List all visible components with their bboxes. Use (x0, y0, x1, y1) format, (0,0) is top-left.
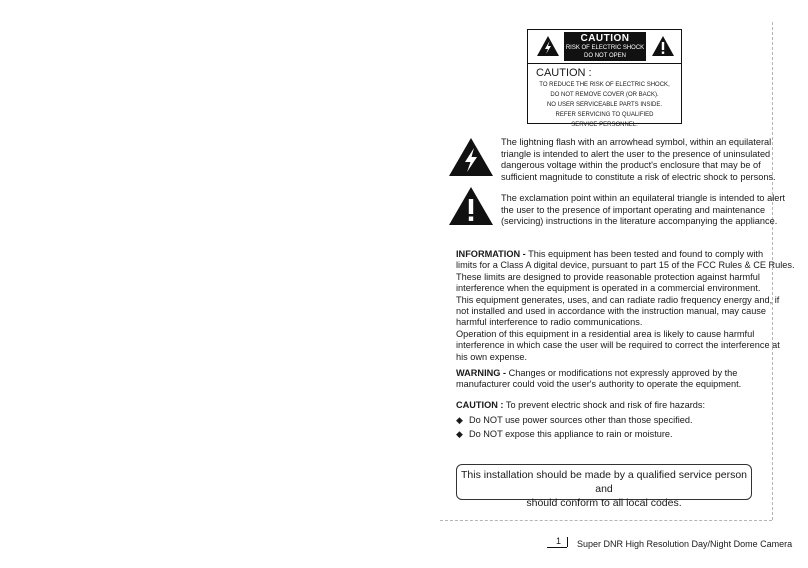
text-line: Changes or modifications not expressly approved by the (506, 368, 738, 378)
bottom-dashed-guide (440, 520, 772, 521)
information-label: INFORMATION - (456, 249, 526, 259)
caution-label-banner (564, 32, 646, 61)
text-line: triangle is intended to alert the user to the presence of uninsulated (501, 148, 771, 159)
list-item-text: Do NOT use power sources other than those specified. (469, 415, 693, 425)
list-item (456, 413, 693, 427)
text-line: interference when the equipment is operated in a commercial environment. (456, 283, 761, 294)
text-line (456, 400, 705, 411)
text-line: harmful interference to radio communications. (456, 317, 643, 328)
warning-label: WARNING - (456, 368, 507, 378)
text-line: To prevent electric shock and risk of fire hazards: (503, 400, 706, 410)
text-line (456, 368, 741, 379)
diamond-bullet-icon: ◆ (456, 429, 464, 439)
lightning-symbol-description (501, 137, 776, 183)
footer-title: Super DNR High Resolution Day/Night Dome Camera (577, 539, 793, 549)
caution-label-text (528, 80, 681, 130)
exclamation-triangle-icon (448, 186, 494, 226)
page-number: 1 (556, 536, 562, 546)
caution-bullet-list (456, 413, 693, 441)
text-line: not installed and used in accordance with the instruction manual, may cause (456, 306, 767, 317)
text-line: These limits are designed to provide reasonable protection against harmful (456, 271, 760, 282)
diamond-bullet-icon: ◆ (456, 415, 464, 425)
installation-note-box (456, 464, 752, 509)
caution-label-line: DO NOT REMOVE COVER (OR BACK). (550, 92, 659, 98)
caution-label-line: TO REDUCE THE RISK OF ELECTRIC SHOCK, (539, 82, 670, 88)
text-line: Operation of this equipment in a residential area is likely to cause harmful (456, 328, 755, 339)
text-line: The exclamation point within an equilateral triangle is intended to alert (501, 193, 785, 203)
caution-paragraph (456, 400, 705, 411)
text-line: the user to the presence of important operating and maintenance (501, 204, 766, 215)
caution-label-line: REFER SERVICING TO QUALIFIED (555, 112, 654, 118)
text-line: manufacturer could void the user's authority to operate the equipment. (456, 379, 742, 390)
text-line: The lightning flash with an arrowhead symbol, within an equilateral (501, 137, 772, 147)
caution-label-line: SERVICE PERSONNEL. (571, 122, 638, 128)
text-line: his own expense. (456, 351, 527, 362)
caution-label-box (527, 29, 682, 128)
text-line: interference in which case the user will be required to correct the interference at (456, 340, 780, 351)
footer-rule (547, 547, 567, 548)
caution-label-subtitle: CAUTION : (536, 67, 592, 79)
list-item-text: Do NOT expose this appliance to rain or moisture. (469, 429, 673, 439)
caution-label-line: NO USER SERVICEABLE PARTS INSIDE. (546, 102, 663, 108)
caution-label-risk-line2: DO NOT OPEN (584, 53, 626, 59)
exclamation-symbol-description (501, 193, 785, 228)
text-line: This equipment has been tested and found to comply with (525, 249, 764, 259)
caution-label-risk-line1: RISK OF ELECTRIC SHOCK (565, 45, 645, 51)
text-line: sufficient magnitude to constitute a risk of electric shock to persons. (501, 171, 776, 182)
lightning-triangle-icon (448, 137, 494, 177)
note-line: should conform to all local codes. (526, 497, 682, 509)
exclamation-triangle-icon (651, 35, 675, 57)
caution-label-header (528, 30, 681, 64)
text-line: limits for a Class A digital device, pursuant to part 15 of the FCC Rules & CE Rules. (456, 260, 795, 271)
caution-label-title: CAUTION (580, 33, 630, 44)
warning-paragraph (456, 368, 741, 391)
text-line: (servicing) instructions in the literature accompanying the appliance. (501, 216, 778, 226)
information-paragraph (456, 249, 795, 363)
footer-divider (567, 537, 568, 547)
caution-label: CAUTION : (456, 400, 504, 410)
lightning-triangle-icon (536, 35, 560, 57)
text-line (456, 249, 795, 260)
list-item (456, 427, 693, 441)
note-line: This installation should be made by a qualified service person and (461, 469, 747, 495)
text-line: dangerous voltage within the product's enclosure that may be of (501, 160, 761, 170)
text-line: This equipment generates, uses, and can radiate radio frequency energy and, if (456, 294, 780, 305)
